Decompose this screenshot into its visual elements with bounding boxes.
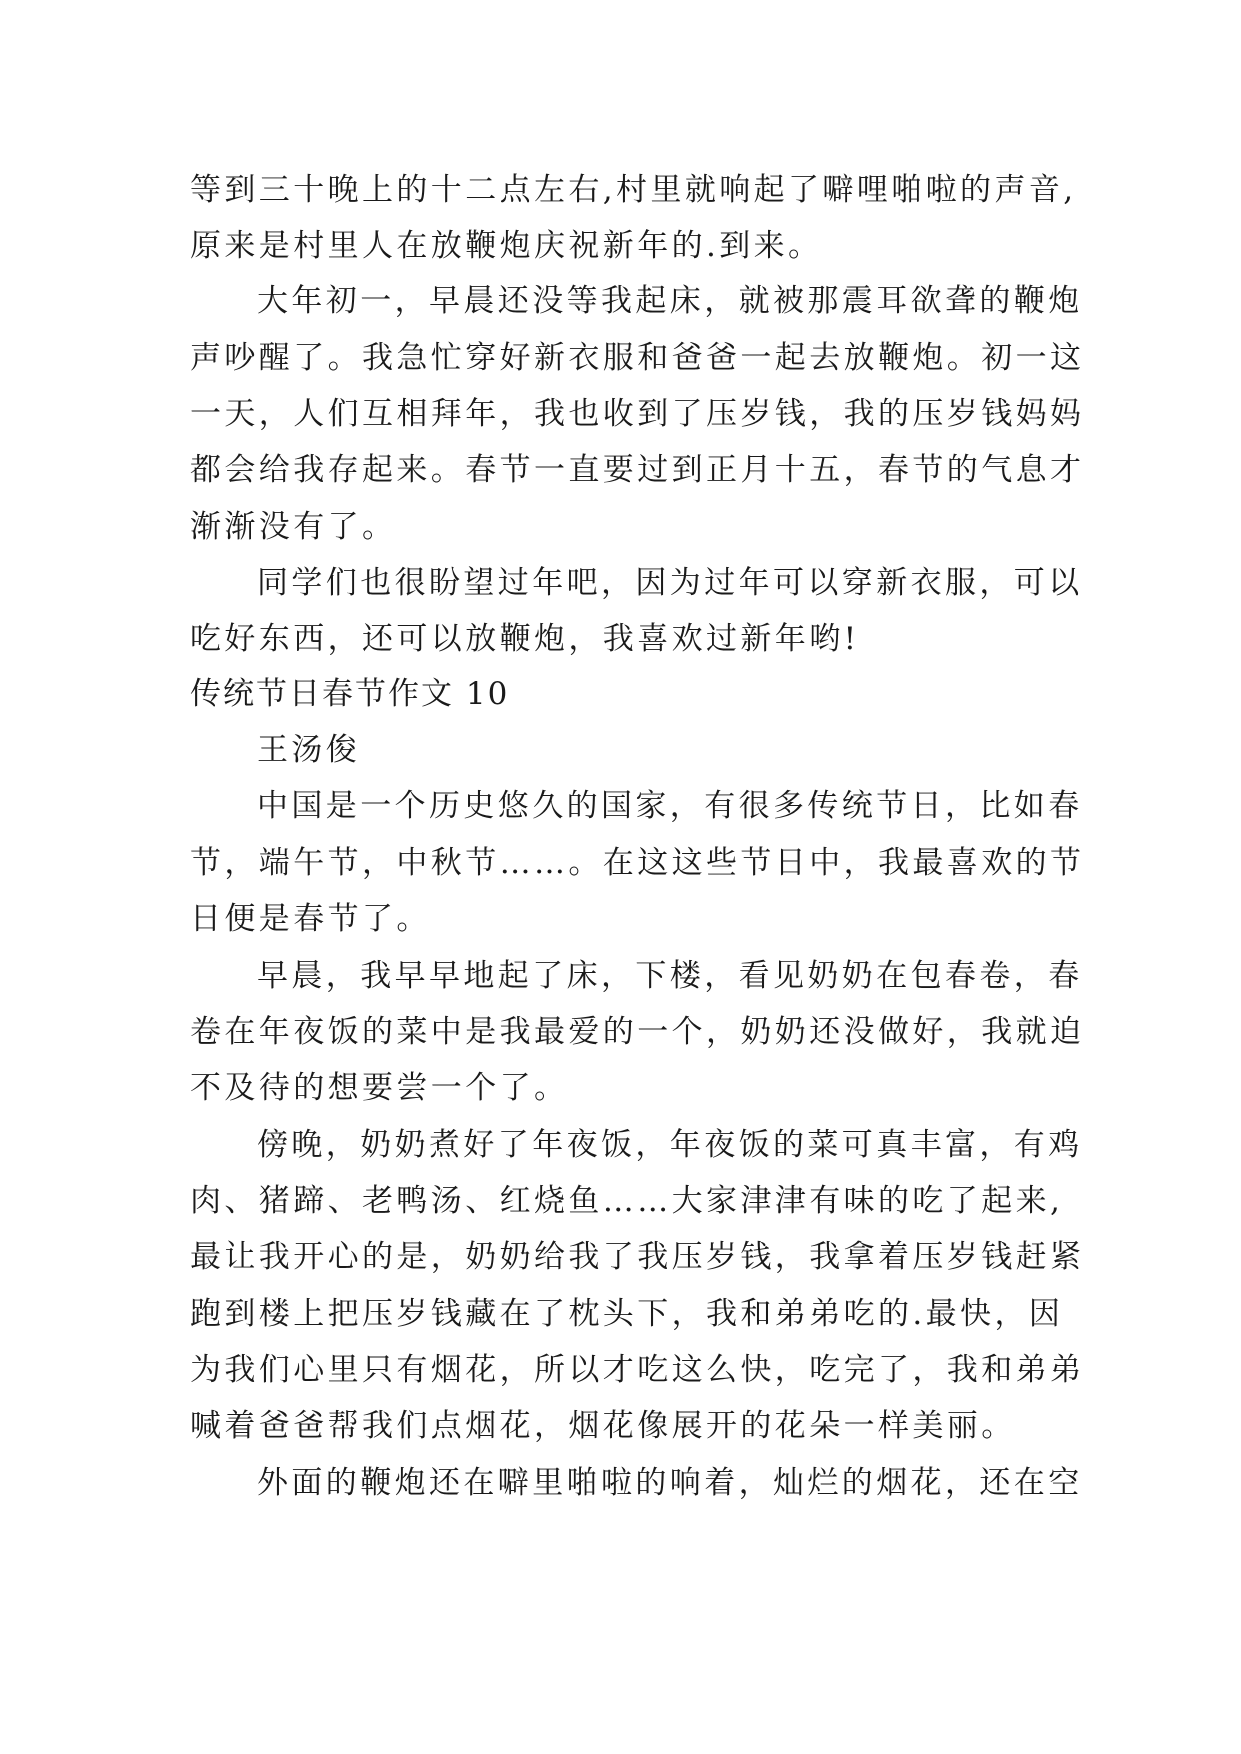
text-line: 跑到楼上把压岁钱藏在了枕头下，我和弟弟吃的.最快，因 [190,1296,1064,1332]
text-line: 节，端午节，中秋节……。在这这些节日中，我最喜欢的节 [190,845,1085,881]
text-line: 日便是春节了。 [190,901,431,937]
paragraph-first-line: 大年初一，早晨还没等我起床，就被那震耳欲聋的鞭炮 [257,283,1083,319]
text-line: 肉、猪蹄、老鸭汤、红烧鱼……大家津津有味的吃了起来, [190,1183,1064,1219]
text-line: 都会给我存起来。春节一直要过到正月十五，春节的气息才 [190,452,1085,488]
paragraph-first-line: 早晨，我早早地起了床，下楼，看见奶奶在包春卷，春 [257,958,1083,994]
text-line: 吃好东西，还可以放鞭炮，我喜欢过新年哟! [190,621,860,657]
paragraph-first-line: 中国是一个历史悠久的国家，有很多传统节日，比如春 [257,788,1083,824]
text-line: 为我们心里只有烟花，所以才吃这么快，吃完了，我和弟弟 [190,1352,1085,1388]
text-line: 渐渐没有了。 [190,509,397,545]
text-line: 不及待的想要尝一个了。 [190,1070,569,1106]
text-line: 声吵醒了。我急忙穿好新衣服和爸爸一起去放鞭炮。初一这 [190,340,1085,376]
text-line: 原来是村里人在放鞭炮庆祝新年的.到来。 [190,228,823,264]
text-line: 卷在年夜饭的菜中是我最爱的一个，奶奶还没做好，我就迫 [190,1014,1085,1050]
author-name: 王汤俊 [257,732,361,768]
paragraph-first-line: 傍晚，奶奶煮好了年夜饭，年夜饭的菜可真丰富，有鸡 [257,1127,1083,1163]
text-line: 等到三十晚上的十二点左右,村里就响起了噼哩啪啦的声音, [190,172,1077,208]
text-line: 一天，人们互相拜年，我也收到了压岁钱，我的压岁钱妈妈 [190,396,1085,432]
section-title: 传统节日春节作文 10 [190,676,510,712]
text-line: 喊着爸爸帮我们点烟花，烟花像展开的花朵一样美丽。 [190,1408,1016,1444]
text-line: 最让我开心的是，奶奶给我了我压岁钱，我拿着压岁钱赶紧 [190,1239,1085,1275]
paragraph-first-line: 外面的鞭炮还在噼里啪啦的响着，灿烂的烟花，还在空 [257,1465,1083,1501]
paragraph-first-line: 同学们也很盼望过年吧，因为过年可以穿新衣服，可以 [257,565,1083,601]
